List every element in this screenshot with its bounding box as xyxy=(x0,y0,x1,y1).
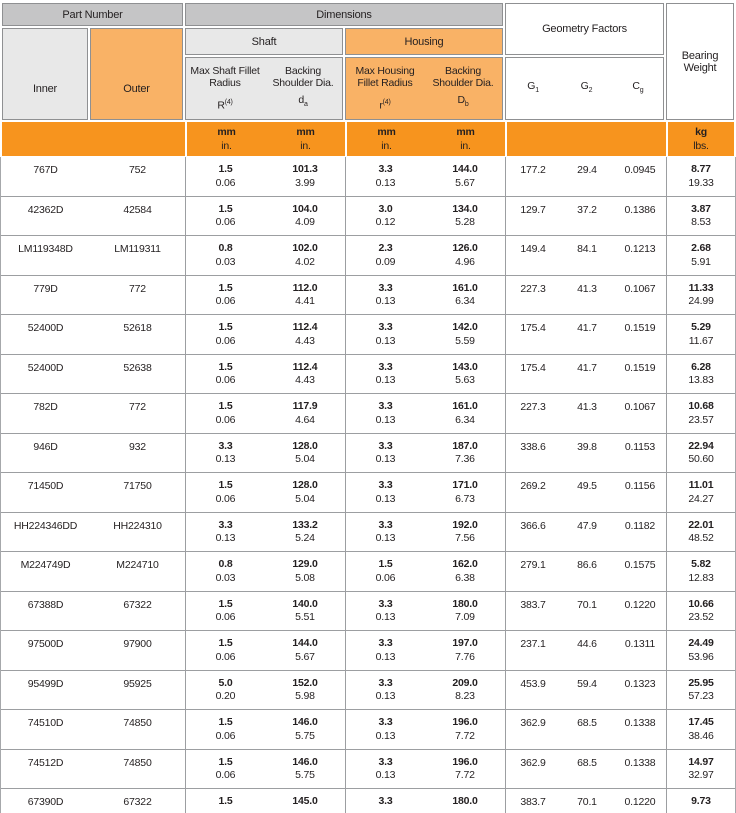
cg-value-cell: 0.1213 xyxy=(624,243,656,255)
bearing-weight-cell: 6.28 13.83 xyxy=(666,355,735,394)
g1-value-cell: 453.9 xyxy=(505,671,560,710)
g2-value-cell: 41.7 xyxy=(577,322,597,334)
shaft-backing-shoulder-cell: 144.0 5.67 xyxy=(292,637,318,663)
inner-part-number-cell: 74512D xyxy=(27,756,64,769)
cg-value-cell: 0.1220 xyxy=(624,598,656,611)
shaft-fillet-radius-cell: 1.5 0.06 xyxy=(185,315,265,354)
g1-value-cell: 366.6 xyxy=(505,513,560,552)
shaft-fillet-radius-cell: 1.5 0.06 xyxy=(185,631,265,670)
outer-part-number-cell: 772 xyxy=(129,401,146,413)
outer-part-number-cell: 772 xyxy=(129,282,146,295)
table-row xyxy=(1,355,735,395)
cg-value-cell: 0.1311 xyxy=(624,638,656,650)
housing-backing-shoulder-cell: 143.0 5.63 xyxy=(452,360,478,386)
bearing-weight-cell: 5.82 12.83 xyxy=(666,552,735,591)
housing-backing-shoulder-cell: 144.0 5.67 xyxy=(452,163,478,189)
g2-value-cell: 47.9 xyxy=(577,519,597,532)
outer-part-number-cell: 97900 xyxy=(123,638,152,650)
max-housing-fillet-radius-header xyxy=(346,58,424,119)
cg-value-cell: 0.1067 xyxy=(624,282,656,295)
unit-in: in. xyxy=(221,140,232,152)
shaft-backing-shoulder-cell: 128.0 5.04 xyxy=(292,439,318,465)
g1-column-header: $G_1$ xyxy=(527,79,539,95)
bearing-weight-cell: 11.33 24.99 xyxy=(666,276,735,315)
dimensions-label: Dimensions xyxy=(316,8,372,21)
housing-fillet-radius-cell: 3.3 xyxy=(345,789,425,813)
table-header xyxy=(2,3,734,120)
table-row xyxy=(1,513,735,553)
housing-fillet-radius-cell: 3.3 0.13 xyxy=(345,592,425,631)
geometry-factors-group-header xyxy=(505,3,664,55)
table-row xyxy=(1,276,735,316)
cg-value-cell: 0.1519 xyxy=(624,322,656,334)
outer-part-number-cell: 67322 xyxy=(123,796,152,808)
bearing-weight-cell: 2.68 5.91 xyxy=(666,236,735,275)
shaft-fillet-radius-cell: 0.8 0.03 xyxy=(185,236,265,275)
bearing-weight-cell: 10.68 23.57 xyxy=(666,394,735,433)
g1-value-cell: 338.6 xyxy=(505,434,560,473)
unit-in: in. xyxy=(300,140,311,152)
outer-part-number-cell: HH224310 xyxy=(113,519,162,532)
g1-value-cell: 383.7 xyxy=(505,592,560,631)
housing-backing-shoulder-cell: 162.0 6.38 xyxy=(452,558,478,584)
shaft-backing-shoulder-cell: 104.0 4.09 xyxy=(292,202,318,228)
housing-fillet-radius-cell: 3.3 0.13 xyxy=(345,276,425,315)
inner-part-number-cell: 42362D xyxy=(27,203,64,216)
g2-value-cell: 84.1 xyxy=(577,243,597,255)
cg-value-cell: 0.1323 xyxy=(624,677,656,690)
bearing-weight-cell: 17.45 38.46 xyxy=(666,710,735,749)
housing-backing-shoulder-cell: 196.0 7.72 xyxy=(452,716,478,742)
bearing-weight-cell: 22.01 48.52 xyxy=(666,513,735,552)
housing-backing-shoulder-cell: 180.0 xyxy=(452,795,478,807)
cg-value-cell: 0.1156 xyxy=(624,480,656,492)
g2-value-cell: 59.4 xyxy=(577,677,597,690)
inner-part-number-cell: 67388D xyxy=(27,598,64,611)
table-row xyxy=(1,315,735,355)
shaft-fillet-radius-cell: 1.5 0.06 xyxy=(185,394,265,433)
housing-backing-shoulder-cell: 187.0 7.36 xyxy=(452,439,478,465)
housing-backing-shoulder-cell: 161.0 6.34 xyxy=(452,400,478,426)
cg-value-cell: 0.1182 xyxy=(624,519,656,532)
housing-fillet-radius-cell: 3.3 0.13 xyxy=(345,750,425,789)
housing-fillet-radius-cell: 3.3 0.13 xyxy=(345,394,425,433)
table-row xyxy=(1,157,735,197)
inner-label: Inner xyxy=(32,83,58,95)
shaft-backing-shoulder-cell: 145.0 xyxy=(292,795,318,807)
g2-value-cell: 41.7 xyxy=(577,361,597,374)
table-row xyxy=(1,394,735,434)
outer-column-header xyxy=(90,28,183,120)
g1-value-cell: 362.9 xyxy=(505,750,560,789)
inner-part-number-cell: 946D xyxy=(33,440,58,453)
housing-backing-shoulder-header xyxy=(424,58,502,119)
inner-part-number-cell: HH224346DD xyxy=(13,519,78,532)
outer-part-number-cell: 67322 xyxy=(123,598,152,611)
part-number-group-header xyxy=(2,3,183,26)
housing-backing-shoulder-cell: 209.0 8.23 xyxy=(452,676,478,702)
housing-fillet-radius-cell: 3.3 0.13 xyxy=(345,434,425,473)
shaft-fillet-radius-cell: 1.5 0.06 xyxy=(185,197,265,236)
g2-value-cell: 41.3 xyxy=(577,401,597,413)
housing-label: Housing xyxy=(404,35,444,48)
shaft-fillet-radius-cell: 3.3 0.13 xyxy=(185,434,265,473)
inner-part-number-cell: 67390D xyxy=(27,796,64,808)
housing-fillet-radius-cell: 3.3 0.13 xyxy=(345,315,425,354)
unit-mm: mm xyxy=(217,126,236,138)
units-part-number-spacer xyxy=(2,122,185,156)
geometry-factors-label: Geometry Factors xyxy=(542,23,627,35)
shaft-backing-shoulder-cell: 112.4 4.43 xyxy=(292,360,318,386)
shaft-fillet-radius-cell: 0.8 0.03 xyxy=(185,552,265,591)
housing-group-header xyxy=(345,28,503,55)
g1-value-cell: 175.4 xyxy=(505,315,560,354)
housing-backing-shoulder-cell: 192.0 7.56 xyxy=(452,518,478,544)
table-row xyxy=(1,631,735,671)
units-weight xyxy=(666,122,734,156)
cg-value-cell: 0.1519 xyxy=(624,361,656,374)
bearing-weight-label: Bearing Weight xyxy=(681,49,719,74)
table-row xyxy=(1,197,735,237)
inner-part-number-cell: 782D xyxy=(33,401,58,413)
outer-part-number-cell: M224710 xyxy=(116,559,159,571)
shaft-fillet-symbol: $R^{(4)}$ xyxy=(217,98,233,111)
shaft-fillet-radius-cell: 1.5 0.06 xyxy=(185,157,265,196)
outer-part-number-cell: 52638 xyxy=(123,361,152,374)
cg-value-cell: 0.0945 xyxy=(624,164,656,176)
g1-value-cell: 149.4 xyxy=(505,236,560,275)
housing-fillet-radius-cell: 2.3 0.09 xyxy=(345,236,425,275)
shaft-backing-shoulder-cell: 152.0 5.98 xyxy=(292,676,318,702)
inner-part-number-cell: 52400D xyxy=(27,361,64,374)
housing-fillet-radius-cell: 3.3 0.13 xyxy=(345,157,425,196)
shaft-backing-shoulder-cell: 133.2 5.24 xyxy=(292,518,318,544)
table-row xyxy=(1,592,735,632)
units-shaft xyxy=(185,122,345,156)
housing-fillet-symbol: $r^{(4)}$ xyxy=(379,98,391,111)
g2-column-header: $G_2$ xyxy=(580,79,593,95)
shaft-backing-shoulder-cell: 101.3 3.99 xyxy=(292,163,318,189)
g2-value-cell: 39.8 xyxy=(577,440,597,453)
inner-part-number-cell: 779D xyxy=(33,282,58,295)
housing-fillet-radius-cell: 3.3 0.13 xyxy=(345,671,425,710)
outer-part-number-cell: 71750 xyxy=(123,480,152,492)
g1-value-cell: 227.3 xyxy=(505,394,560,433)
bearing-weight-cell: 25.95 57.23 xyxy=(666,671,735,710)
inner-part-number-cell: 95499D xyxy=(27,677,64,690)
unit-mm-in xyxy=(266,122,345,156)
outer-part-number-cell: 752 xyxy=(129,164,146,176)
bearing-weight-cell: 10.66 23.52 xyxy=(666,592,735,631)
outer-part-number-cell: 74850 xyxy=(123,717,152,729)
g2-value-cell: 68.5 xyxy=(577,717,597,729)
housing-backing-shoulder-cell: 180.0 7.09 xyxy=(452,597,478,623)
shaft-fillet-radius-cell: 1.5 0.06 xyxy=(185,473,265,512)
table-row xyxy=(1,236,735,276)
shaft-fillet-radius-cell: 1.5 xyxy=(185,789,265,813)
shaft-label: Shaft xyxy=(251,35,277,48)
table-row xyxy=(1,789,735,813)
shaft-backing-shoulder-cell: 146.0 5.75 xyxy=(292,755,318,781)
cg-value-cell: 0.1220 xyxy=(624,796,656,808)
inner-part-number-cell: 74510D xyxy=(27,717,64,729)
housing-backing-shoulder-label: Backing Shoulder Dia. xyxy=(432,65,494,89)
housing-subcolumns-header xyxy=(345,57,503,120)
shaft-backing-shoulder-cell: 140.0 5.51 xyxy=(292,597,318,623)
outer-label: Outer xyxy=(123,83,150,95)
geometry-subcolumns-header xyxy=(505,57,664,120)
max-shaft-fillet-radius-header xyxy=(186,58,264,119)
cg-value-cell: 0.1386 xyxy=(624,203,656,216)
g2-value-cell: 70.1 xyxy=(577,598,597,611)
housing-fillet-radius-cell: 3.3 0.13 xyxy=(345,631,425,670)
shaft-backing-shoulder-cell: 112.4 4.43 xyxy=(292,321,318,347)
cg-value-cell: 0.1338 xyxy=(624,756,656,769)
outer-part-number-cell: 95925 xyxy=(123,677,152,690)
g1-value-cell: 177.2 xyxy=(505,157,560,196)
shaft-backing-shoulder-cell: 112.0 4.41 xyxy=(292,281,318,307)
g1-value-cell: 227.3 xyxy=(505,276,560,315)
g2-value-cell: 70.1 xyxy=(577,796,597,808)
units-housing xyxy=(345,122,505,156)
unit-kg-lbs xyxy=(668,122,734,156)
unit-mm-in xyxy=(347,122,426,156)
shaft-backing-shoulder-cell: 117.9 4.64 xyxy=(292,400,318,426)
table-body xyxy=(0,157,736,813)
shaft-fillet-radius-cell: 1.5 0.06 xyxy=(185,355,265,394)
housing-backing-shoulder-cell: 197.0 7.76 xyxy=(452,637,478,663)
unit-kg: kg xyxy=(695,126,707,138)
table-row xyxy=(1,750,735,790)
housing-fillet-radius-cell: 3.3 0.13 xyxy=(345,513,425,552)
housing-backing-shoulder-cell: 171.0 6.73 xyxy=(452,479,478,505)
shaft-backing-shoulder-cell: 146.0 5.75 xyxy=(292,716,318,742)
unit-mm: mm xyxy=(377,126,396,138)
bearing-weight-cell: 3.87 8.53 xyxy=(666,197,735,236)
g1-value-cell: 175.4 xyxy=(505,355,560,394)
housing-backing-shoulder-cell: 134.0 5.28 xyxy=(452,202,478,228)
housing-fillet-radius-cell: 3.3 0.13 xyxy=(345,355,425,394)
inner-part-number-cell: 767D xyxy=(33,164,58,176)
g2-value-cell: 37.2 xyxy=(577,203,597,216)
bearing-weight-cell: 11.01 24.27 xyxy=(666,473,735,512)
table-row xyxy=(1,552,735,592)
inner-part-number-cell: 97500D xyxy=(27,638,64,650)
cg-column-header: $C_g$ xyxy=(632,79,644,95)
g1-value-cell: 237.1 xyxy=(505,631,560,670)
housing-fillet-radius-cell: 3.0 0.12 xyxy=(345,197,425,236)
shaft-fillet-radius-cell: 1.5 0.06 xyxy=(185,592,265,631)
cg-value-cell: 0.1067 xyxy=(624,401,656,413)
shaft-group-header xyxy=(185,28,343,55)
table-row xyxy=(1,710,735,750)
housing-fillet-radius-cell: 3.3 0.13 xyxy=(345,710,425,749)
dimensions-group-header xyxy=(185,3,503,26)
cg-value-cell: 0.1153 xyxy=(624,440,656,453)
unit-mm-in xyxy=(426,122,505,156)
g2-value-cell: 86.6 xyxy=(577,559,597,571)
bearing-weight-cell: 9.73 xyxy=(666,789,735,813)
bearing-weight-cell: 22.94 50.60 xyxy=(666,434,735,473)
unit-in: in. xyxy=(460,140,471,152)
shaft-backing-shoulder-cell: 129.0 5.08 xyxy=(292,558,318,584)
g2-value-cell: 29.4 xyxy=(577,164,597,176)
shaft-backing-shoulder-cell: 102.0 4.02 xyxy=(292,242,318,268)
g1-value-cell: 129.7 xyxy=(505,197,560,236)
bearing-weight-cell: 24.49 53.96 xyxy=(666,631,735,670)
g1-value-cell: 362.9 xyxy=(505,710,560,749)
g2-value-cell: 41.3 xyxy=(577,282,597,295)
bearing-weight-cell: 5.29 11.67 xyxy=(666,315,735,354)
max-housing-fillet-radius-label: Max Housing Fillet Radius xyxy=(355,65,415,89)
inner-part-number-cell: M224749D xyxy=(20,559,71,571)
outer-part-number-cell: 74850 xyxy=(123,756,152,769)
table-row xyxy=(1,434,735,474)
housing-fillet-radius-cell: 3.3 0.13 xyxy=(345,473,425,512)
housing-fillet-radius-cell: 1.5 0.06 xyxy=(345,552,425,591)
unit-lbs: lbs. xyxy=(693,140,709,152)
unit-mm: mm xyxy=(456,126,475,138)
shaft-fillet-radius-cell: 1.5 0.06 xyxy=(185,276,265,315)
g2-value-cell: 68.5 xyxy=(577,756,597,769)
g1-value-cell: 383.7 xyxy=(505,789,560,813)
bearing-weight-header xyxy=(666,3,734,120)
cg-value-cell: 0.1575 xyxy=(624,559,656,571)
outer-part-number-cell: LM119311 xyxy=(114,243,161,255)
part-number-label: Part Number xyxy=(62,8,123,21)
unit-in: in. xyxy=(381,140,392,152)
units-geometry-spacer xyxy=(505,122,666,156)
outer-part-number-cell: 42584 xyxy=(123,203,152,216)
g2-value-cell: 44.6 xyxy=(577,638,597,650)
table-row xyxy=(1,671,735,711)
shaft-subcolumns-header xyxy=(185,57,343,120)
shaft-backing-shoulder-cell: 128.0 5.04 xyxy=(292,479,318,505)
shaft-backing-symbol: $d_a$ xyxy=(298,93,308,108)
inner-part-number-cell: 71450D xyxy=(27,480,64,492)
inner-part-number-cell: 52400D xyxy=(27,322,64,334)
max-shaft-fillet-radius-label: Max Shaft Fillet Radius xyxy=(190,65,260,89)
cg-value-cell: 0.1338 xyxy=(624,717,656,729)
outer-part-number-cell: 932 xyxy=(129,440,146,453)
inner-column-header xyxy=(2,28,88,120)
outer-part-number-cell: 52618 xyxy=(123,322,152,334)
g1-value-cell: 279.1 xyxy=(505,552,560,591)
shaft-fillet-radius-cell: 1.5 0.06 xyxy=(185,750,265,789)
unit-mm: mm xyxy=(296,126,315,138)
units-band xyxy=(2,122,734,156)
bearing-weight-cell: 14.97 32.97 xyxy=(666,750,735,789)
housing-backing-symbol: $D_b$ xyxy=(457,93,469,108)
shaft-fillet-radius-cell: 5.0 0.20 xyxy=(185,671,265,710)
shaft-backing-shoulder-label: Backing Shoulder Dia. xyxy=(272,65,334,89)
shaft-fillet-radius-cell: 3.3 0.13 xyxy=(185,513,265,552)
table-row xyxy=(1,473,735,513)
inner-part-number-cell: LM119348D xyxy=(18,243,73,255)
housing-backing-shoulder-cell: 161.0 6.34 xyxy=(452,281,478,307)
g1-value-cell: 269.2 xyxy=(505,473,560,512)
housing-backing-shoulder-cell: 126.0 4.96 xyxy=(452,242,478,268)
shaft-backing-shoulder-header xyxy=(264,58,342,119)
shaft-fillet-radius-cell: 1.5 0.06 xyxy=(185,710,265,749)
housing-backing-shoulder-cell: 196.0 7.72 xyxy=(452,755,478,781)
unit-mm-in xyxy=(187,122,266,156)
g2-value-cell: 49.5 xyxy=(577,480,597,492)
housing-backing-shoulder-cell: 142.0 5.59 xyxy=(452,321,478,347)
bearing-weight-cell: 8.77 19.33 xyxy=(666,157,735,196)
